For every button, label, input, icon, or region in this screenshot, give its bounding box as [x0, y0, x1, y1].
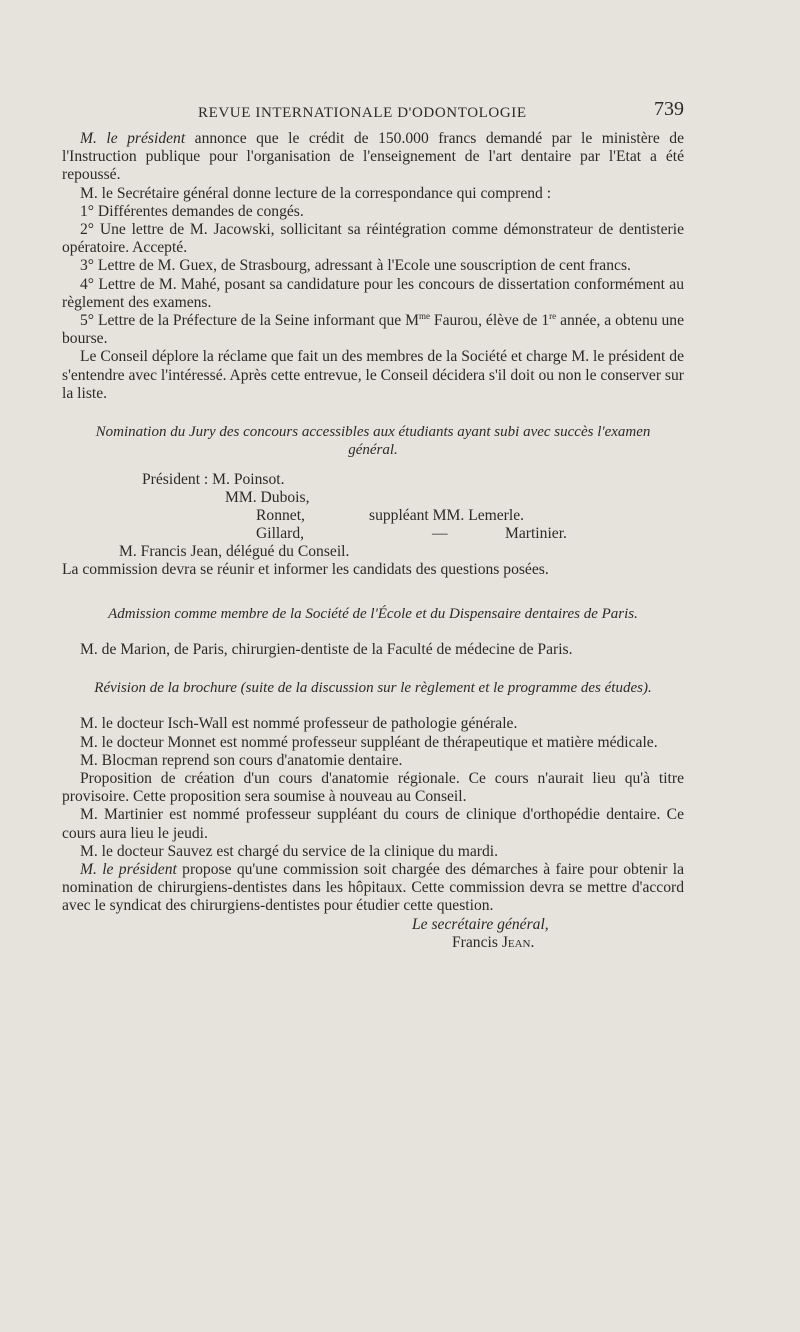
document-page — [62, 96, 684, 952]
item-5-text-a: 5° Lettre de la Préfecture de la Seine informant que M — [80, 312, 419, 330]
paragraph-item-4: 4° Lettre de M. Mahé, posant sa candidature pour les concours de dissertation conformément au règlement des examens. — [62, 275, 684, 311]
item-5-sup-re: re — [549, 311, 557, 322]
jury-suppleant: suppléant MM. Lemerle. — [369, 507, 525, 525]
revision-7-text: propose qu'une commission soit chargée des démarches à faire pour obtenir la nomination de chirurgiens-dentistes dans les hôpitaux. Cette commission devra se mettre d'accord avec le syndicat des chirurgiens-dentistes pour étudier cette question. — [62, 861, 684, 915]
revision-heading-b: suite de la discussion sur le règlement et le programme des études — [245, 680, 643, 697]
jury-mm-dubois: MM. Dubois, — [225, 489, 310, 507]
item-5-text-c: année, a obtenu une bourse. — [62, 312, 684, 348]
paragraph-revision-2: M. le docteur Monnet est nommé professeur suppléant de thérapeutique et matière médicale. — [80, 733, 658, 751]
section-heading-revision — [62, 679, 684, 697]
paragraph-admission: M. de Marion, de Paris, chirurgien-dentiste de la Faculté de médecine de Paris. — [80, 641, 573, 659]
paragraph-commission: La commission devra se réunir et informer les candidats des questions posées. — [62, 561, 549, 579]
jury-dash: — — [432, 525, 448, 543]
signature-name — [62, 934, 684, 952]
paragraph-revision-7 — [62, 861, 684, 916]
page-number: 739 — [654, 98, 684, 120]
jury-martinier: Martinier. — [505, 525, 567, 543]
paragraph-item-3: 3° Lettre de M. Guex, de Strasbourg, adressant à l'Ecole une souscription de cent francs. — [80, 257, 631, 275]
jury-gillard: Gillard, — [256, 525, 305, 543]
revision-heading-a: Révision de la brochure ( — [94, 680, 246, 697]
paragraph-revision-3: M. Blocman reprend son cours d'anatomie dentaire. — [80, 751, 403, 769]
signature-title: Le secrétaire général, — [412, 915, 549, 933]
jury-ronnet: Ronnet, — [256, 507, 305, 525]
signature-last-name: Jean. — [501, 933, 535, 951]
president-subject-2: M. le président — [80, 861, 177, 879]
paragraph-president-announcement — [62, 130, 684, 185]
paragraph-council: Le Conseil déplore la réclame que fait un des membres de la Société et charge M. le président de s'entendre avec l'intéressé. Après cette entrevue, le Conseil décidera s'il doit ou non le conserver sur la liste. — [62, 348, 684, 402]
paragraph-item-2: 2° Une lettre de M. Jacowski, sollicitant sa réintégration comme démonstrateur de dentisterie opératoire. Accepté. — [62, 221, 684, 257]
revision-heading-c: ). — [642, 680, 652, 697]
president-subject: M. le président — [80, 130, 186, 147]
running-head: REVUE INTERNATIONALE D'ODONTOLOGIE — [198, 105, 527, 121]
jury-president: Président : M. Poinsot. — [142, 471, 285, 489]
paragraph-revision-1: M. le docteur Isch-Wall est nommé professeur de pathologie générale. — [80, 715, 518, 733]
jury-francis-jean: M. Francis Jean, délégué du Conseil. — [119, 543, 350, 561]
paragraph-item-1: 1° Différentes demandes de congés. — [80, 202, 304, 220]
item-5-text-b: Faurou, élève de 1 — [430, 312, 550, 330]
paragraph-revision-4: Proposition de création d'un cours d'anatomie régionale. Ce cours n'aurait lieu qu'à titre provisoire. Cette proposition sera soumise à nouveau au Conseil. — [62, 770, 684, 806]
paragraph-item-5 — [62, 312, 684, 348]
paragraph-revision-5: M. Martinier est nommé professeur suppléant du cours de clinique d'orthopédie dentaire. Ce cours aura lieu le jeudi. — [62, 806, 684, 842]
section-heading-admission: Admission comme membre de la Société de l'École et du Dispensaire dentaires de Paris. — [108, 606, 638, 623]
jury-list — [62, 471, 684, 561]
page-header — [62, 96, 684, 130]
president-announcement-text: annonce que le crédit de 150.000 francs demandé par le ministère de l'Instruction publique pour l'organisation de l'enseignement de l'art dentaire par l'Etat a été repoussé. — [62, 130, 684, 184]
paragraph-revision-6: M. le docteur Sauvez est chargé du service de la clinique du mardi. — [80, 842, 498, 860]
paragraph-secretary: M. le Secrétaire général donne lecture de la correspondance qui comprend : — [80, 184, 552, 202]
signature-first-name: Francis — [452, 933, 502, 951]
item-5-sup-me: me — [419, 311, 430, 322]
section-heading-jury: Nomination du Jury des concours accessibles aux étudiants ayant subi avec succès l'examen général. — [95, 424, 651, 459]
